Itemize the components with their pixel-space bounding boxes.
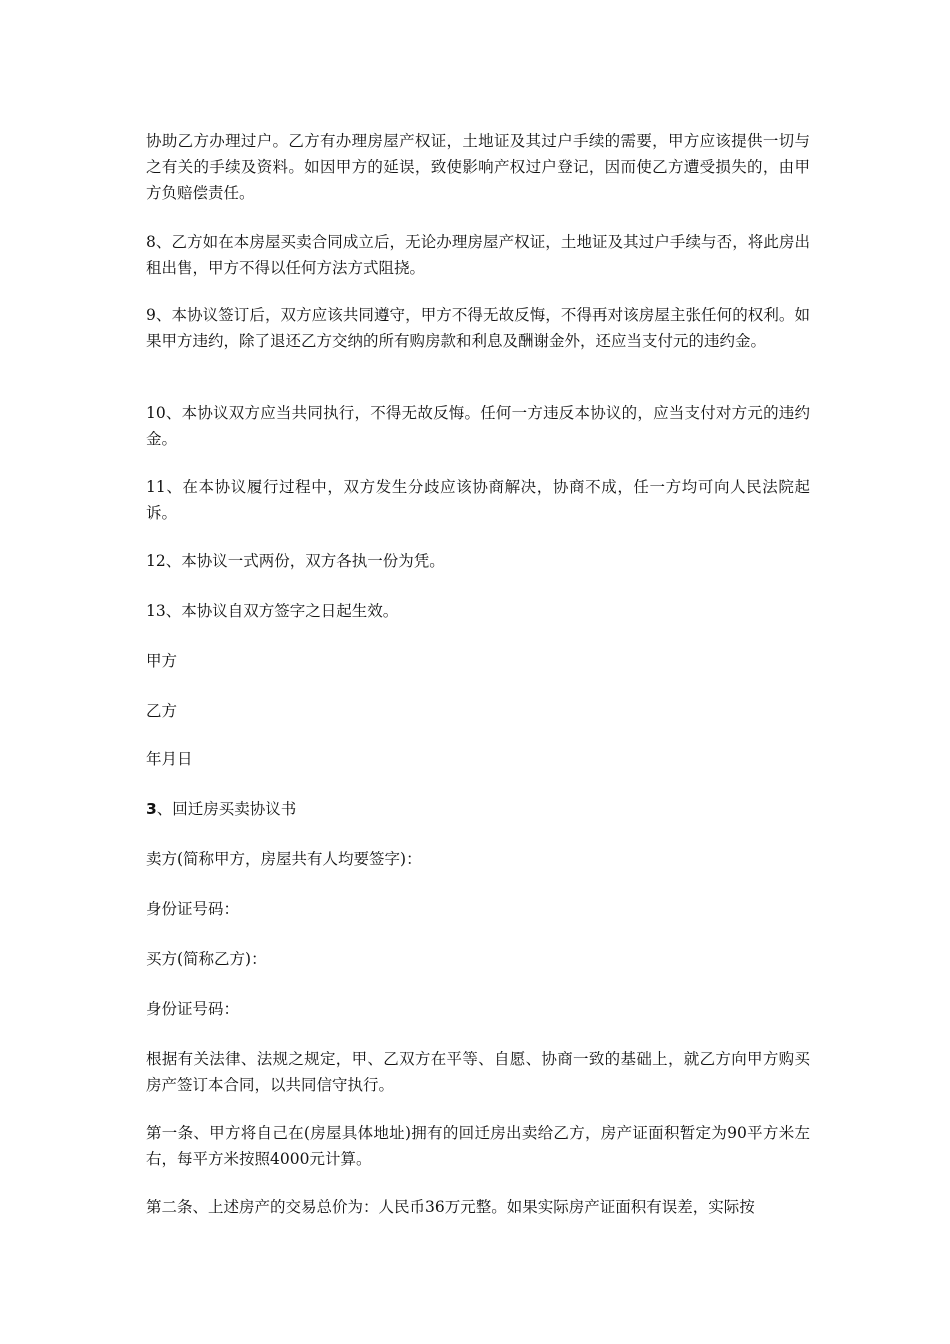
party-a-label: 甲方 — [146, 652, 178, 670]
section-heading — [146, 796, 810, 822]
paragraph-clause-8: 8、乙方如在本房屋买卖合同成立后，无论办理房屋产权证，土地证及其过户手续与否，将此房出租出售，甲方不得以任何方法方式阻挠。 — [146, 233, 810, 277]
paragraph-clause-10: 10、本协议双方应当共同执行，不得无故反悔。任何一方违反本协议的，应当支付对方元的违约金。 — [146, 404, 810, 448]
paragraph-clause-12: 12、本协议一式两份，双方各执一份为凭。 — [146, 552, 445, 570]
paragraph-clause-11: 11、在本协议履行过程中，双方发生分歧应该协商解决，协商不成，任一方均可向人民法院起诉。 — [146, 478, 810, 522]
paragraph-clause-13: 13、本协议自双方签字之日起生效。 — [146, 602, 399, 620]
buyer-id-line: 身份证号码： — [146, 1000, 240, 1018]
paragraph-article-2: 第二条、上述房产的交易总价为：人民币36万元整。如果实际房产证面积有误差，实际按 — [146, 1198, 755, 1216]
party-b-label: 乙方 — [146, 702, 178, 720]
seller-line: 卖方(简称甲方，房屋共有人均要签字)： — [146, 850, 422, 868]
section-number: 3 — [146, 800, 157, 818]
paragraph-transfer-assist: 协助乙方办理过户。乙方有办理房屋产权证，土地证及其过户手续的需要，甲方应该提供一切与之有关的手续及资料。如因甲方的延误，致使影响产权过户登记，因而使乙方遭受损失的，由甲方负赔偿责任。 — [146, 132, 810, 202]
buyer-line: 买方(简称乙方)： — [146, 950, 267, 968]
paragraph-article-1: 第一条、甲方将自己在(房屋具体地址)拥有的回迁房出卖给乙方，房产证面积暂定为90平方米左右，每平方米按照4000元计算。 — [146, 1124, 810, 1168]
paragraph-preamble: 根据有关法律、法规之规定，甲、乙双方在平等、自愿、协商一致的基础上，就乙方向甲方购买房产签订本合同，以共同信守执行。 — [146, 1050, 810, 1094]
paragraph-clause-9: 9、本协议签订后，双方应该共同遵守，甲方不得无故反悔，不得再对该房屋主张任何的权利。如果甲方违约，除了退还乙方交纳的所有购房款和利息及酬谢金外，还应当支付元的违约金。 — [146, 306, 810, 350]
section-title: 、回迁房买卖协议书 — [156, 800, 297, 818]
date-label: 年月日 — [146, 750, 193, 768]
seller-id-line: 身份证号码： — [146, 900, 240, 918]
